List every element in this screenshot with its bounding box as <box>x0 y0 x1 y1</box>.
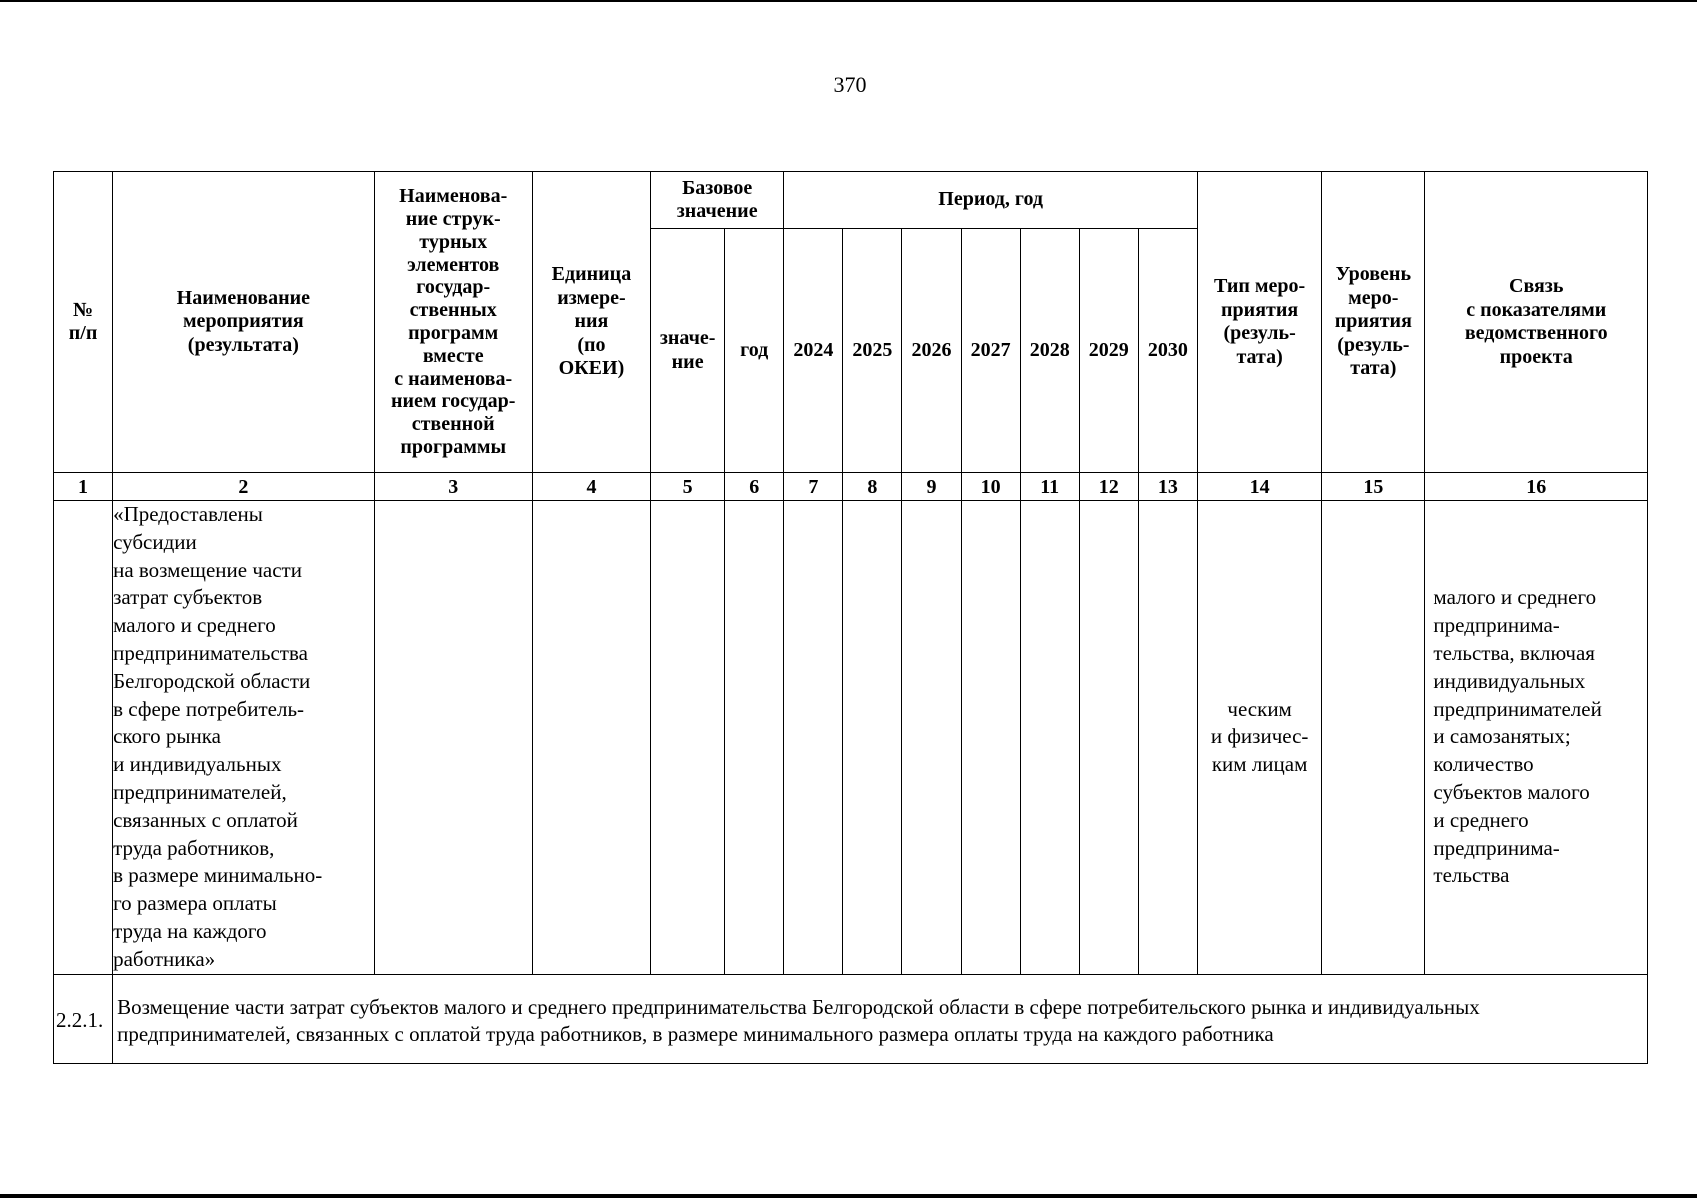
header-period-group: Период, год <box>784 172 1198 229</box>
column-number: 1 <box>54 473 113 501</box>
row-level-cell <box>1322 501 1425 975</box>
row-struct-cell <box>374 501 532 975</box>
header-year-2024: 2024 <box>784 229 843 473</box>
column-number: 14 <box>1198 473 1322 501</box>
header-base-year: год <box>725 229 784 473</box>
row-name-cell: «Предоставлены субсидии на возмещение части затрат субъектов малого и среднего предпринимательства Белгородской области в сфере потребитель- ского рынка и индивидуальных предпринимателей, связанных с оплатой труда работников, в размере минимально- го размера оплаты труда на каждого работника» <box>113 501 374 975</box>
row-base-value-cell <box>651 501 725 975</box>
column-number: 8 <box>843 473 902 501</box>
page-number: 370 <box>833 72 867 97</box>
header-col-link: Связь с показателями ведомственного проекта <box>1425 172 1648 473</box>
row-year-cell <box>1020 501 1079 975</box>
header-row-1 <box>54 172 1648 229</box>
column-number: 6 <box>725 473 784 501</box>
column-number: 12 <box>1079 473 1138 501</box>
header-base-value: значе- ние <box>651 229 725 473</box>
header-col-type: Тип меро- приятия (резуль- тата) <box>1198 172 1322 473</box>
row-number-cell <box>54 501 113 975</box>
table-row <box>54 501 1648 975</box>
row-year-cell <box>961 501 1020 975</box>
row-year-cell <box>1079 501 1138 975</box>
header-col-num: № п/п <box>54 172 113 473</box>
column-number: 15 <box>1322 473 1425 501</box>
row-type-cell: ческим и физичес- ким лицам <box>1198 501 1322 975</box>
header-col-name: Наименование мероприятия (результата) <box>113 172 374 473</box>
column-number: 5 <box>651 473 725 501</box>
column-number: 3 <box>374 473 532 501</box>
column-number: 10 <box>961 473 1020 501</box>
row-unit-cell <box>532 501 650 975</box>
column-numbers-row <box>54 473 1648 501</box>
row-year-cell <box>843 501 902 975</box>
row-year-cell <box>784 501 843 975</box>
header-col-unit: Единица измере- ния (по ОКЕИ) <box>532 172 650 473</box>
column-number: 11 <box>1020 473 1079 501</box>
row-year-cell <box>1138 501 1197 975</box>
header-col-level: Уровень меро- приятия (резуль- тата) <box>1322 172 1425 473</box>
column-number: 9 <box>902 473 961 501</box>
header-year-2026: 2026 <box>902 229 961 473</box>
row-link-cell: малого и среднего предпринима- тельства, включая индивидуальных предпринимателей и самозанятых; количество субъектов малого и среднего предпринима- тельства <box>1425 501 1648 975</box>
row-base-year-cell <box>725 501 784 975</box>
column-number: 13 <box>1138 473 1197 501</box>
header-col-struct: Наименова- ние струк- турных элементов государ- ственных программ вместе с наименова- нием государ- ственной программы <box>374 172 532 473</box>
subitem-number: 2.2.1. <box>54 974 113 1063</box>
header-year-2029: 2029 <box>1079 229 1138 473</box>
header-base-group: Базовое значение <box>651 172 784 229</box>
subitem-row <box>54 974 1648 1063</box>
column-number: 7 <box>784 473 843 501</box>
column-number: 2 <box>113 473 374 501</box>
row-year-cell <box>902 501 961 975</box>
subitem-text: Возмещение части затрат субъектов малого и среднего предпринимательства Белгородской области в сфере потребительского рынка и индивидуальных предпринимателей, связанных с оплатой труда работников, в размере минимального размера оплаты труда на каждого работника <box>113 974 1648 1063</box>
header-year-2025: 2025 <box>843 229 902 473</box>
header-year-2027: 2027 <box>961 229 1020 473</box>
header-year-2030: 2030 <box>1138 229 1197 473</box>
column-number: 4 <box>532 473 650 501</box>
column-number: 16 <box>1425 473 1648 501</box>
measures-table <box>53 171 1648 1064</box>
top-border-line <box>0 0 1697 2</box>
bottom-border-line <box>0 1194 1697 1198</box>
header-year-2028: 2028 <box>1020 229 1079 473</box>
